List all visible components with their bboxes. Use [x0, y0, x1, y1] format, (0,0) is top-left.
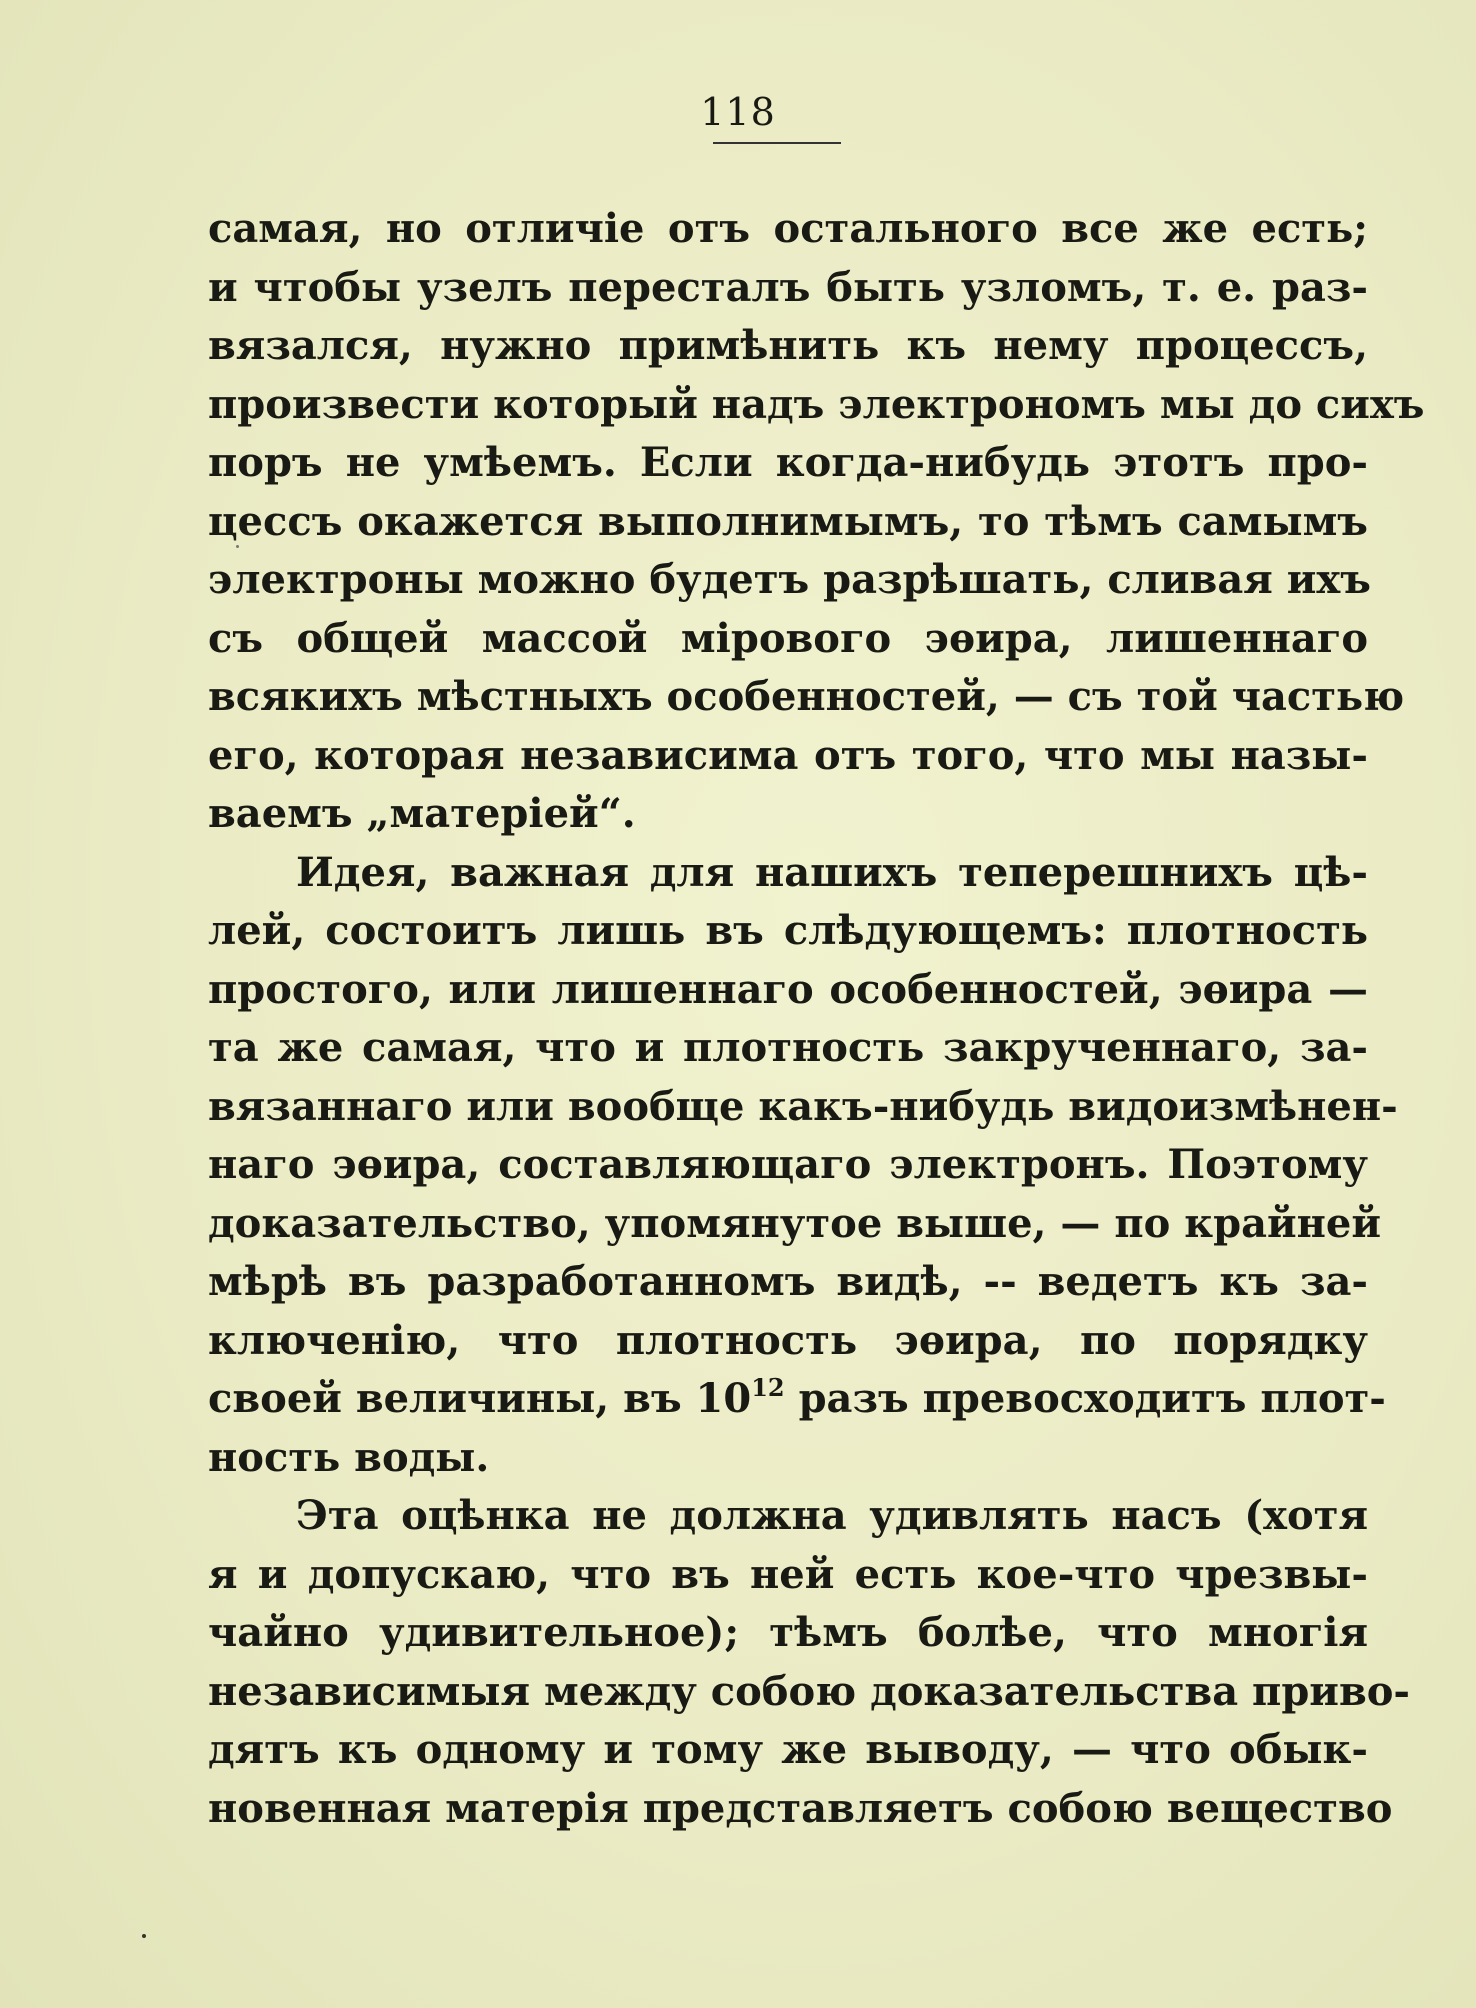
text-line: всякихъ мѣстныхъ особенностей, — съ той частью: [208, 673, 1405, 720]
text-line: произвести который надъ электрономъ мы до сихъ: [208, 380, 1425, 428]
text-line: ключенію, что плотность эѳира, по порядку: [208, 1316, 1368, 1364]
text-line: доказательство, упомянутое выше, — по крайней: [208, 1199, 1382, 1247]
text-line: Идея, важная для нашихъ теперешнихъ цѣ-: [296, 848, 1368, 896]
text-line: я и допускаю, что въ ней есть кое-что чрезвы-: [208, 1550, 1368, 1598]
paragraph-3: [208, 1487, 1411, 1838]
text-line: ность воды.: [208, 1433, 490, 1481]
text-line: электроны можно будетъ разрѣшать, сливая ихъ: [208, 556, 1371, 603]
text-line: его, которая независима отъ того, что мы назы-: [208, 731, 1368, 779]
exponent-line-end: разъ превосходитъ плот-: [784, 1375, 1386, 1422]
text-line: поръ не умѣемъ. Если когда-нибудь этотъ про-: [208, 439, 1368, 486]
page-number-rule: [713, 142, 841, 144]
exponent: 12: [751, 1373, 785, 1402]
text-line: Эта оцѣнка не должна удивлять насъ (хотя: [296, 1492, 1368, 1539]
text-line: та же самая, что и плотность закрученнаго, за-: [208, 1024, 1368, 1071]
text-line: чайно удивительное); тѣмъ болѣе, что многія: [208, 1609, 1368, 1656]
page-number: 118: [700, 90, 776, 134]
text-line: съ общей массой міpoвого эѳира, лишеннаго: [208, 614, 1368, 662]
text-line: дятъ къ одному и тому же выводу, — что обык-: [208, 1726, 1368, 1773]
paper-speck: [142, 1934, 146, 1938]
paper-speck: [236, 545, 239, 548]
text-line: простого, или лишеннаго особенностей, эѳира —: [208, 965, 1368, 1013]
text-line: вязаннаго или вообще какъ-нибудь видоизмѣнен-: [208, 1082, 1398, 1130]
text-line: независимыя между собою доказательства приво-: [208, 1667, 1411, 1715]
text-line: ваемъ „матеріей“.: [208, 790, 636, 837]
text-line: наго эѳира, составляющаго электронъ. Поэтому: [208, 1141, 1368, 1188]
paragraph-2: [208, 844, 1398, 1488]
text-line: самая, но отличіе отъ остального все же есть;: [208, 205, 1368, 252]
page-text: [208, 200, 1425, 1838]
exponent-line-start: своей величины, въ 10: [208, 1375, 752, 1422]
paragraph-1: [208, 200, 1425, 844]
text-line: и чтобы узелъ пересталъ быть узломъ, т. е. раз-: [208, 263, 1368, 311]
text-line: вязался, нужно примѣнить къ нему процессъ,: [208, 322, 1368, 369]
text-line: лей, состоитъ лишь въ слѣдующемъ: плотность: [208, 907, 1368, 954]
text-line-with-exponent: [208, 1370, 1386, 1429]
text-line: цессъ окажется выполнимымъ, то тѣмъ самымъ: [208, 497, 1368, 545]
text-line: мѣрѣ въ разработанномъ видѣ, -- ведетъ къ за-: [208, 1258, 1368, 1305]
text-line: новенная матерія представляетъ собою вещество: [208, 1784, 1393, 1832]
